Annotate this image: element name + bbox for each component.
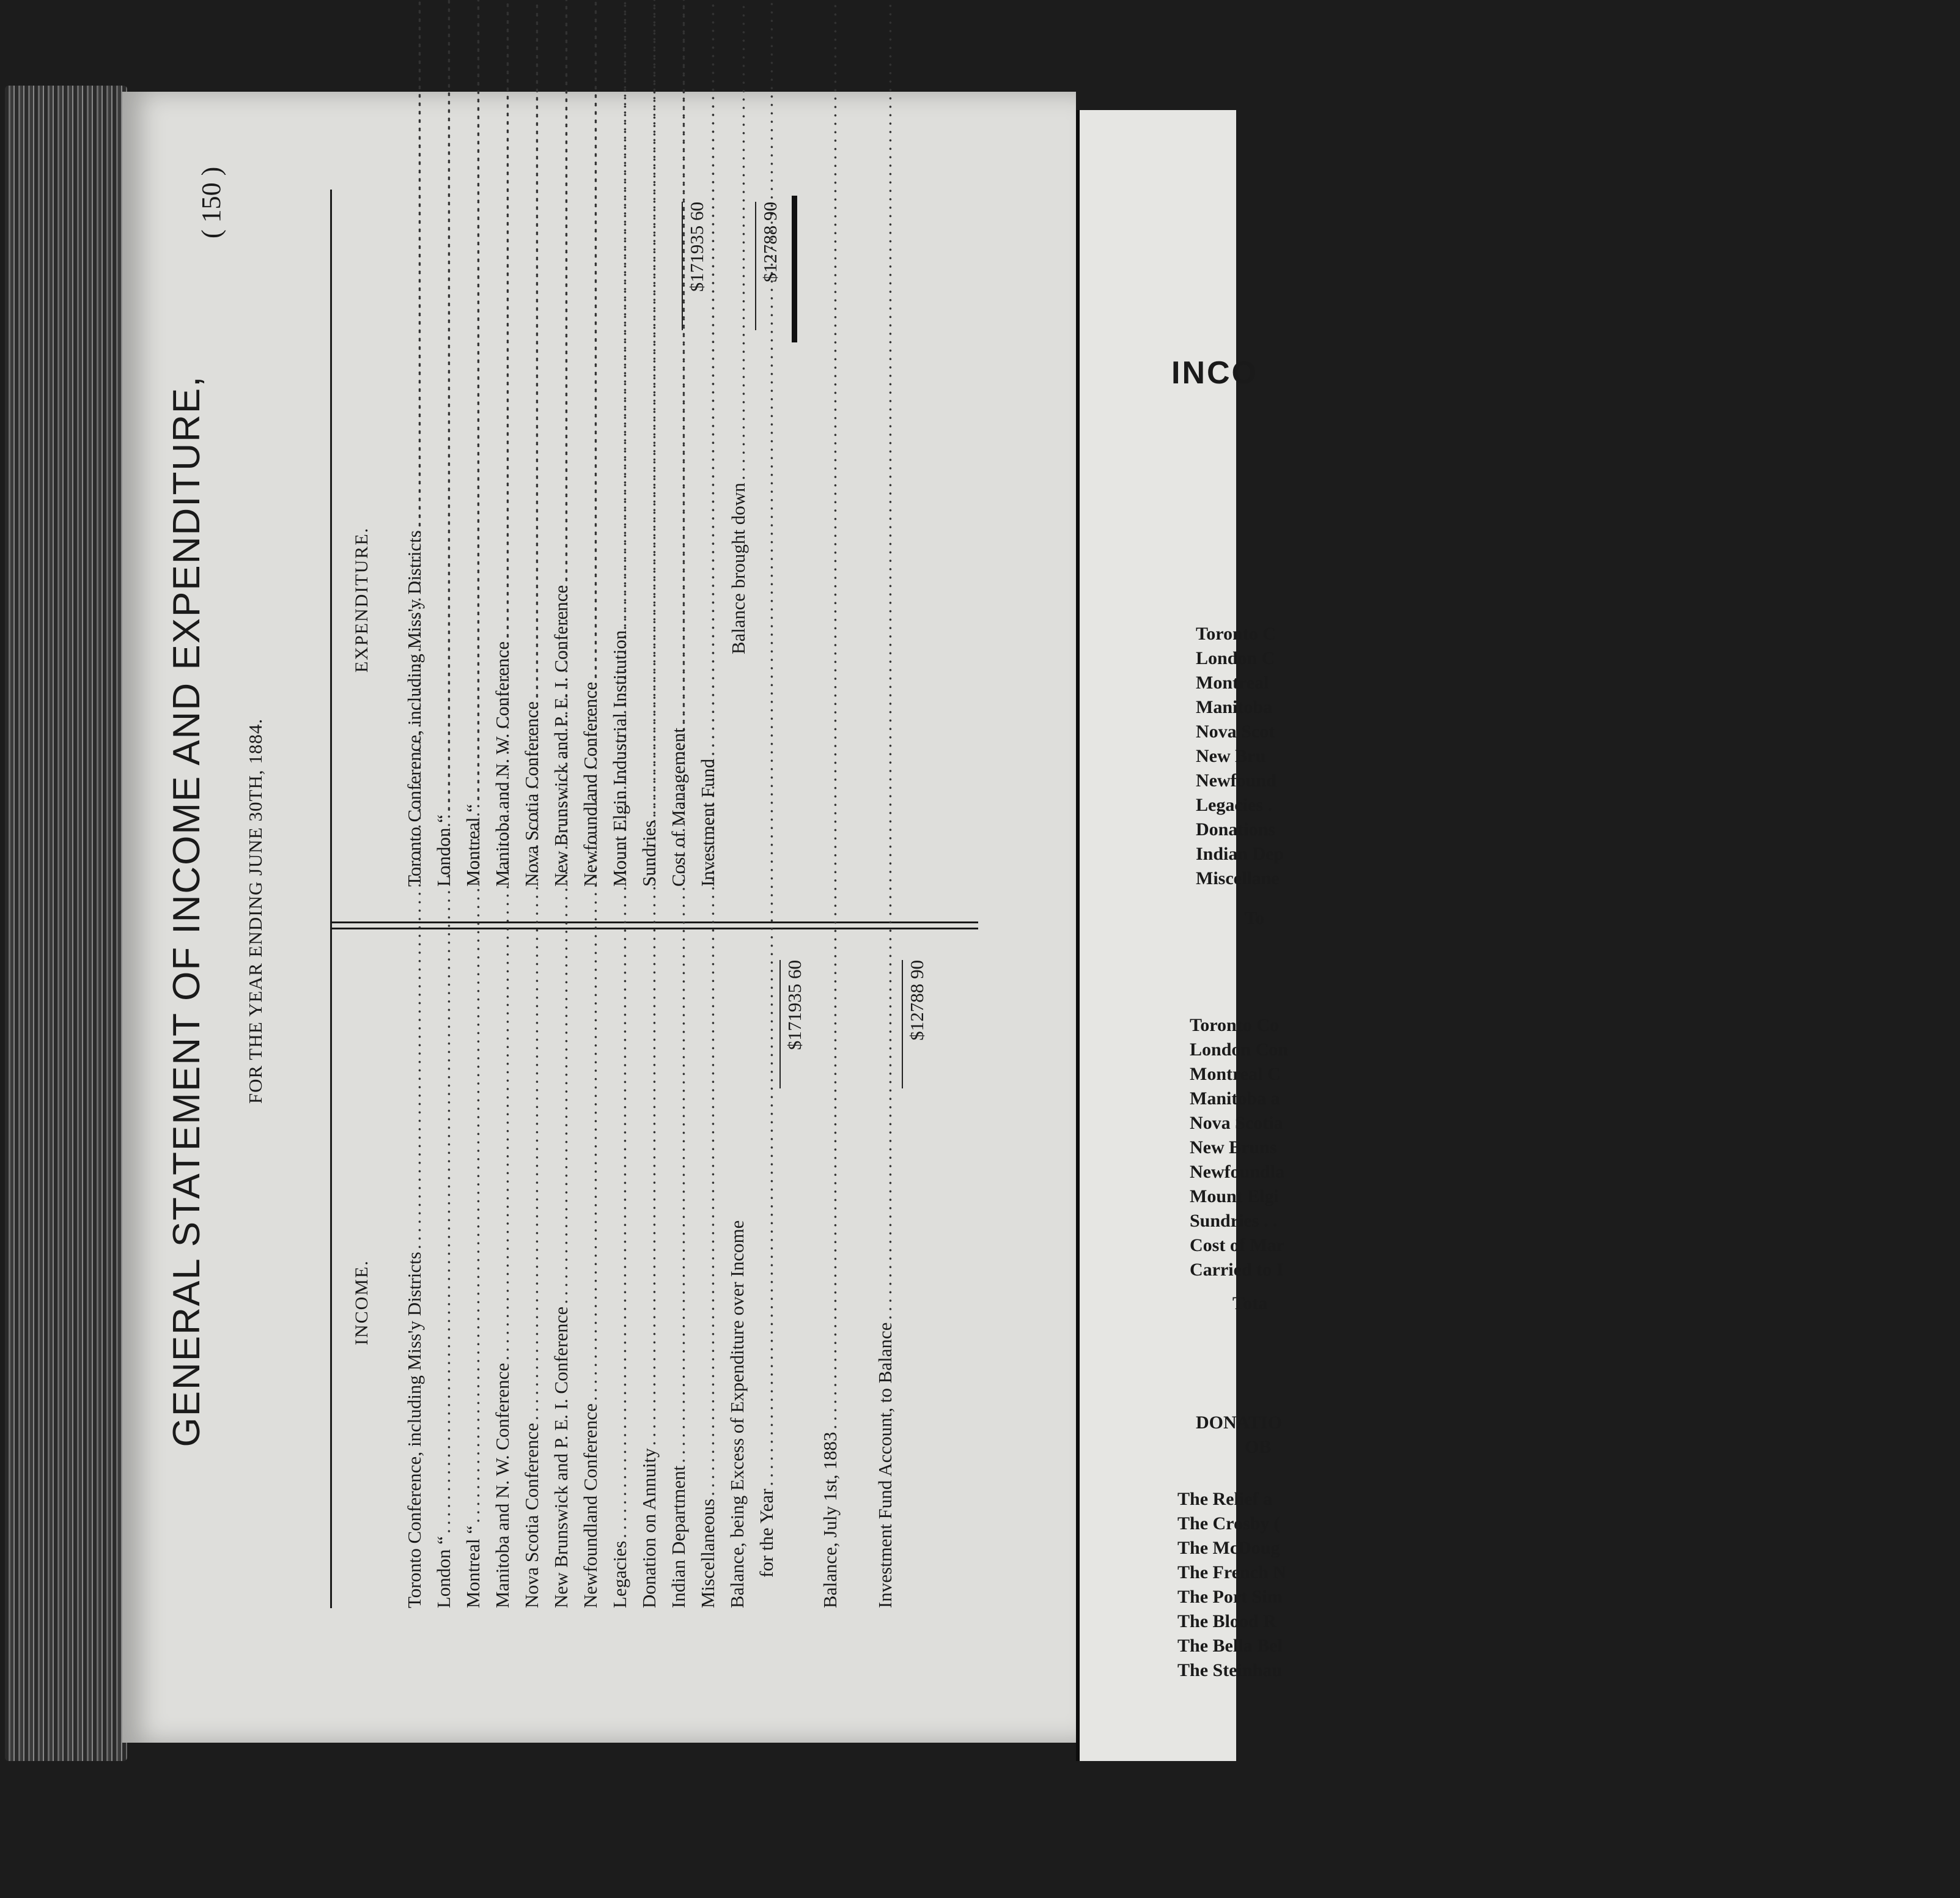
income-row xyxy=(456,960,484,1608)
next-page-line: The Blood R xyxy=(1177,1611,1277,1631)
income-row-label: for the Year xyxy=(756,1488,777,1578)
next-page-line: Donations xyxy=(1196,819,1276,840)
expenditure-row-label: New Brunswick and P. E. I. Conference xyxy=(550,585,572,887)
expenditure-row xyxy=(515,202,543,887)
income-row xyxy=(691,960,719,1608)
next-page-line: Montreal xyxy=(1196,673,1269,693)
expenditure-row xyxy=(573,202,602,887)
next-page-line: The Bella Bel xyxy=(1177,1636,1283,1656)
leader-dots xyxy=(819,0,841,1430)
income-row xyxy=(720,960,748,1608)
leader-dots xyxy=(433,0,455,812)
income-total: $171935 60 xyxy=(784,960,805,1051)
next-page-line: London C xyxy=(1196,648,1275,668)
leader-dots xyxy=(668,0,690,725)
next-page-line: Montreal C xyxy=(1190,1064,1281,1084)
next-page-line: Manitoba a xyxy=(1190,1088,1280,1109)
leader-dots xyxy=(728,0,750,480)
income-row xyxy=(661,960,690,1608)
next-page-line: Newfoundla xyxy=(1190,1162,1285,1182)
next-page-line: Sundries . . xyxy=(1190,1211,1278,1231)
leader-dots xyxy=(638,0,660,818)
page-number: ( 150 ) xyxy=(196,166,226,238)
expenditure-total-rule xyxy=(682,202,683,330)
next-page-line: To xyxy=(1245,908,1265,928)
expenditure-row xyxy=(427,202,455,887)
expenditure-row-label: Toronto Conference, including Miss'y Districts xyxy=(403,530,425,887)
expenditure-row-label: Mount Elgin Industrial Institution xyxy=(609,630,630,887)
expenditure-row xyxy=(544,202,572,887)
next-page-line: The Port Sim xyxy=(1177,1587,1283,1607)
income-row xyxy=(573,960,602,1608)
expenditure-balance-down-label: Balance brought down xyxy=(728,482,749,654)
leader-dots xyxy=(609,0,631,628)
income-investment-label: Investment Fund Account, to Balance xyxy=(874,1322,896,1608)
income-row-label: Balance, being Excess of Expenditure over Income xyxy=(726,1220,748,1608)
next-page-line: The Relief a xyxy=(1177,1489,1272,1509)
expenditure-final-total: $12788 90 xyxy=(759,202,781,282)
income-row xyxy=(603,960,631,1608)
leader-dots xyxy=(403,0,426,528)
expenditure-row-label: Newfoundland Conference xyxy=(580,682,601,887)
expenditure-final-rule xyxy=(755,202,756,330)
next-page-line: Cost of Mar xyxy=(1190,1235,1284,1255)
expenditure-row xyxy=(456,202,484,887)
expenditure-row xyxy=(397,202,426,887)
income-final-total: $12788 90 xyxy=(906,960,927,1041)
next-page-line: The McDoug xyxy=(1177,1538,1280,1558)
next-page-line: Tota xyxy=(1232,1293,1268,1313)
expenditure-row xyxy=(632,202,660,887)
income-row xyxy=(427,960,455,1608)
income-row-label: Toronto Conference, including Miss'y Districts xyxy=(403,1252,425,1608)
expenditure-balance-down-row xyxy=(721,202,750,654)
next-page-line: Newfound xyxy=(1196,770,1277,791)
income-row-label: Legacies xyxy=(609,1540,630,1608)
income-total-rule xyxy=(779,960,781,1088)
income-row xyxy=(750,960,778,1608)
income-balance-july-label: Balance, July 1st, 1883 xyxy=(819,1431,841,1608)
income-row-label: New Brunswick and P. E. I. Conference xyxy=(550,1306,572,1608)
next-page-line: Miscellane xyxy=(1196,868,1280,888)
expenditure-row-label: London “ xyxy=(433,814,454,887)
leader-dots xyxy=(550,0,572,583)
top-rule xyxy=(330,190,332,1608)
income-row xyxy=(515,960,543,1608)
next-page-line: Toronto C xyxy=(1196,624,1276,644)
expenditure-row xyxy=(485,202,514,887)
next-page-line: Nova Scot xyxy=(1196,722,1275,742)
income-balance-july-row xyxy=(813,960,841,1608)
expenditure-row-label: Manitoba and N. W. Conference xyxy=(492,641,513,887)
expenditure-row-label: Sundries xyxy=(638,820,660,887)
next-page-line: DONATIO xyxy=(1196,1412,1283,1433)
leader-dots xyxy=(521,0,543,699)
next-page-line: Nova Scotia xyxy=(1190,1113,1283,1133)
next-page-line: Toronto Co xyxy=(1190,1015,1279,1035)
page-title: GENERAL STATEMENT OF INCOME AND EXPENDITURE, xyxy=(166,375,208,1447)
next-page-line: The Steinhau xyxy=(1177,1660,1282,1680)
next-page-line: The Crosby ( xyxy=(1177,1513,1280,1534)
page-subtitle: FOR THE YEAR ENDING JUNE 30TH, 1884. xyxy=(245,718,266,1104)
income-row xyxy=(485,960,514,1608)
income-row-label: Montreal “ xyxy=(462,1525,484,1608)
leader-dots xyxy=(697,0,719,756)
income-row-label: Miscellaneous xyxy=(697,1498,718,1608)
next-page-line: London Con xyxy=(1190,1039,1288,1060)
next-page-line: The French N xyxy=(1177,1562,1286,1582)
next-page-line: Mount Elgi xyxy=(1190,1186,1279,1206)
right-page-partial xyxy=(1076,110,1288,1761)
expenditure-row-label: Montreal “ xyxy=(462,803,484,887)
income-row-label: Newfoundland Conference xyxy=(580,1403,601,1608)
income-final-rule xyxy=(902,960,903,1088)
leader-dots xyxy=(462,0,484,802)
income-row xyxy=(397,960,426,1608)
expenditure-row xyxy=(603,202,631,887)
expenditure-heading: EXPENDITURE. xyxy=(352,526,372,673)
book-spine xyxy=(5,86,127,1761)
expenditure-closing-rule xyxy=(792,196,797,342)
income-row xyxy=(544,960,572,1608)
expenditure-row-label: Investment Fund xyxy=(697,758,718,887)
income-row xyxy=(632,960,660,1608)
leader-dots xyxy=(874,0,896,1320)
next-page-line: Legacies . xyxy=(1196,795,1272,815)
expenditure-total: $171935 60 xyxy=(686,202,707,292)
expenditure-row-label: Nova Scotia Conference xyxy=(521,701,542,887)
income-row-label: London “ xyxy=(433,1536,454,1608)
next-page-line: New Bruns xyxy=(1190,1137,1277,1158)
next-page-line: Manitoba xyxy=(1196,697,1273,717)
income-row-label: Nova Scotia Conference xyxy=(521,1423,542,1608)
income-row-label: Manitoba and N. W. Conference xyxy=(492,1362,513,1608)
leader-dots xyxy=(492,0,514,639)
next-page-line: Indian Dep xyxy=(1196,844,1284,864)
income-investment-row xyxy=(868,960,896,1608)
rotated-statement xyxy=(165,166,1094,1633)
income-row-label: Donation on Annuity xyxy=(638,1448,660,1608)
income-row-label: Indian Department xyxy=(668,1465,689,1608)
next-page-heading: INCO xyxy=(1171,355,1258,391)
next-page-line: OB xyxy=(1245,1437,1272,1457)
next-page-line: New Bru xyxy=(1196,746,1266,766)
expenditure-row-label: Cost of Management xyxy=(668,727,689,887)
income-heading: INCOME. xyxy=(352,1260,372,1345)
next-page-line: Carried to I xyxy=(1190,1260,1284,1280)
leader-dots xyxy=(580,0,602,679)
